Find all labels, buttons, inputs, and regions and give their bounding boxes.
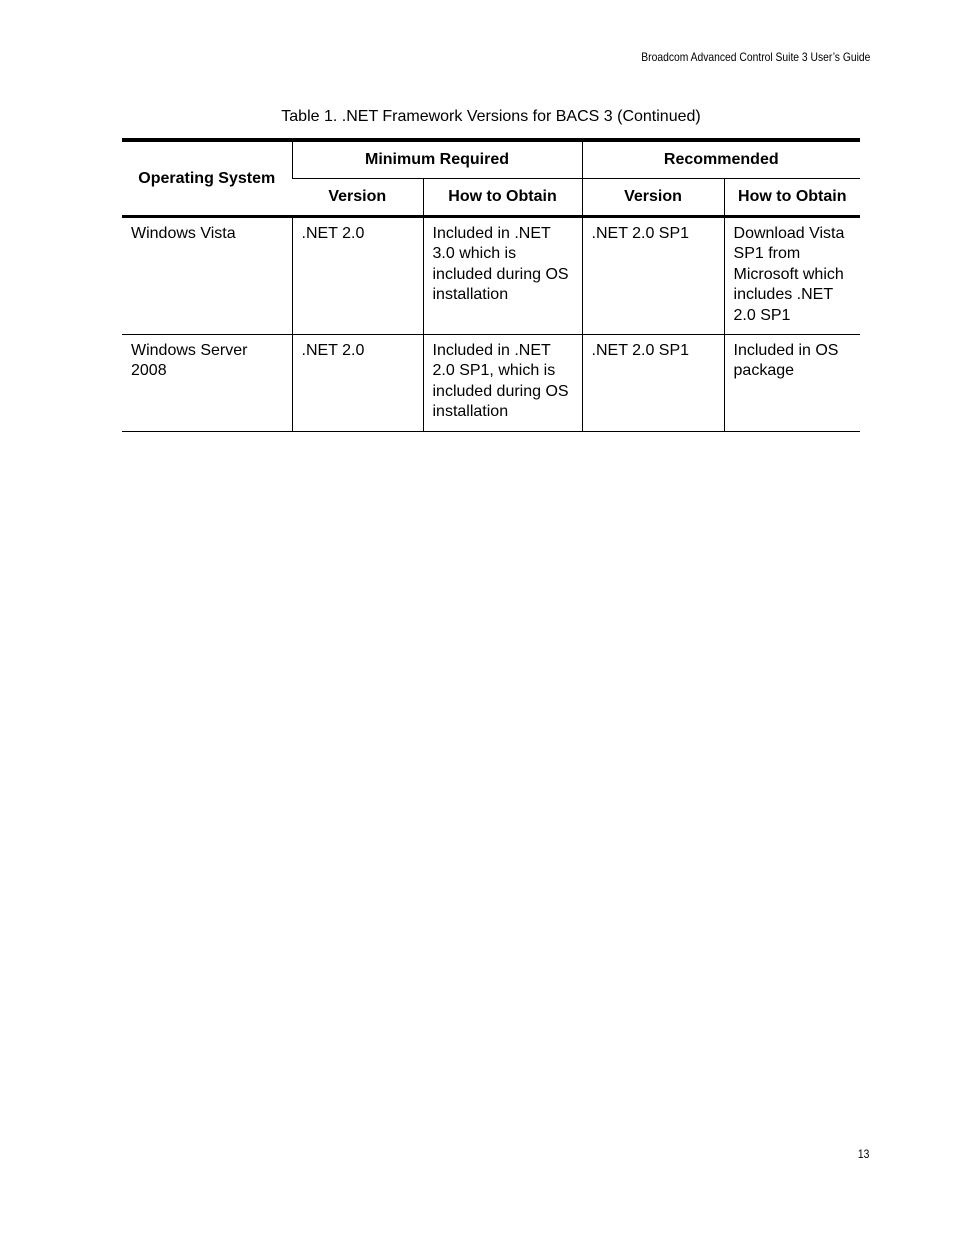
running-header: Broadcom Advanced Control Suite 3 User’s Guide <box>640 50 870 64</box>
cell-rec-how-to-obtain: Included in OS package <box>724 335 860 432</box>
cell-rec-version: .NET 2.0 SP1 <box>582 335 724 432</box>
header-rec-how-to-obtain: How to Obtain <box>724 179 860 217</box>
header-minimum-required: Minimum Required <box>292 140 582 179</box>
cell-rec-how-to-obtain: Download Vista SP1 from Microsoft which includes .NET 2.0 SP1 <box>724 217 860 335</box>
table-row <box>122 335 860 432</box>
cell-min-how-to-obtain: Included in .NET 2.0 SP1, which is included during OS installation <box>423 335 582 432</box>
cell-os: Windows Server 2008 <box>122 335 292 432</box>
cell-min-version: .NET 2.0 <box>292 335 423 432</box>
header-min-how-to-obtain: How to Obtain <box>423 179 582 217</box>
cell-rec-version: .NET 2.0 SP1 <box>582 217 724 335</box>
table-caption: Table 1. .NET Framework Versions for BACS 3 (Continued) <box>281 108 701 125</box>
dotnet-framework-table <box>122 138 860 432</box>
header-operating-system: Operating System <box>122 140 292 217</box>
header-rec-version: Version <box>582 179 724 217</box>
header-recommended: Recommended <box>582 140 860 179</box>
table-row <box>122 217 860 335</box>
header-row-group <box>122 140 860 179</box>
header-min-version: Version <box>292 179 423 217</box>
cell-min-how-to-obtain: Included in .NET 3.0 which is included during OS installation <box>423 217 582 335</box>
page-number: 13 <box>857 1147 869 1161</box>
cell-os: Windows Vista <box>122 217 292 335</box>
cell-min-version: .NET 2.0 <box>292 217 423 335</box>
